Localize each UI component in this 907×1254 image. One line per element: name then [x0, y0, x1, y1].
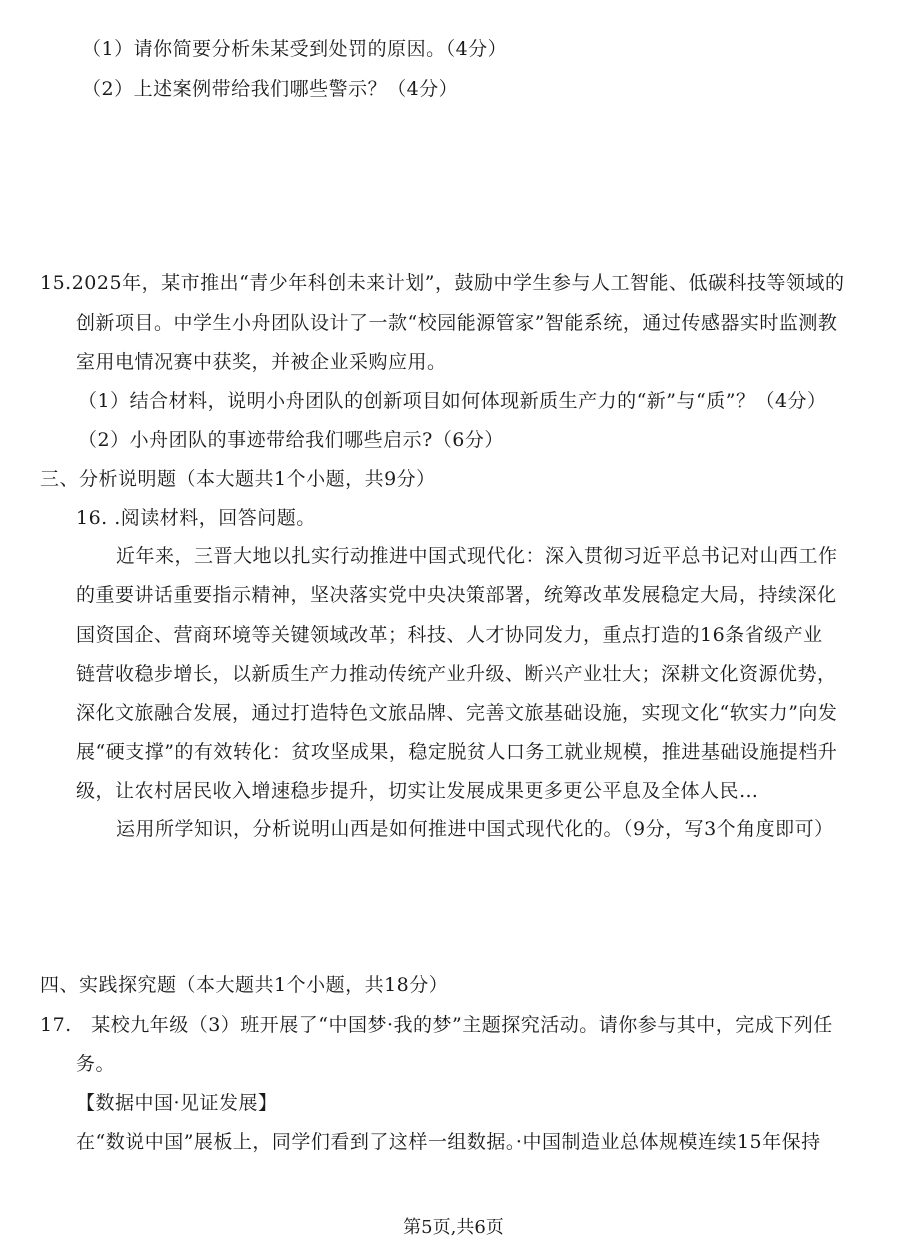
question-16-paragraph-line1: 近年来，三晋大地以扎实行动推进中国式现代化：深入贯彻习近平总书记对山西工作: [116, 545, 838, 567]
question-16-paragraph-line4: 链营收稳步增长，以新质生产力推动传统产业升级、断兴产业壮大；深耕文化资源优势，: [76, 663, 837, 685]
question-15-sub1: （1）结合材料，说明小舟团队的创新项目如何体现新质生产力的“新”与“质”？（4分）: [78, 390, 827, 412]
question-16-paragraph-line3: 国资国企、营商环境等关键领域改革；科技、人才协同发力，重点打造的16条省级产业: [76, 624, 823, 646]
question-16-question: 运用所学知识，分析说明山西是如何推进中国式现代化的。（9分，写3个角度即可）: [116, 818, 834, 840]
question-15-sub2: （2）小舟团队的事迹带给我们哪些启示?（6分）: [78, 429, 504, 451]
section-3-heading: 三、分析说明题（本大题共1个小题，共9分）: [40, 468, 436, 490]
question-17-line1: 17. 某校九年级（3）班开展了“中国梦·我的梦”主题探究活动。请你参与其中，完成下列任: [40, 1014, 833, 1036]
question-15-line3: 室用电情况赛中获奖，并被企业采购应用。: [76, 351, 447, 373]
question-17-line2: 务。: [76, 1053, 116, 1075]
question-16-paragraph-line7: 级，让农村居民收入增速稳步提升，切实让发展成果更多更公平息及全体人民…: [76, 780, 759, 802]
question-16-paragraph-line2: 的重要讲话重要指示精神，坚决落实党中央决策部署，统筹改革发展稳定大局，持续深化: [76, 584, 837, 606]
question-16-intro: 16. .阅读材料，回答问题。: [76, 507, 316, 529]
page-number-footer: 第5页,共6页: [403, 1217, 504, 1238]
question-17-subheading: 【数据中国·见证发展】: [76, 1092, 278, 1114]
question-16-paragraph-line5: 深化文旅融合发展，通过打造特色文旅品牌、完善文旅基础设施，实现文化“软实力”向发: [76, 702, 838, 724]
question-15-line1: 15.2025年，某市推出“青少年科创未来计划”，鼓励中学生参与人工智能、低碳科技等领域的: [40, 272, 845, 294]
question-15-line2: 创新项目。中学生小舟团队设计了一款“校园能源管家”智能系统，通过传感器实时监测教: [76, 312, 838, 334]
question-14-sub1: （1）请你简要分析朱某受到处罚的原因。（4分）: [82, 38, 508, 60]
question-14-sub2: （2）上述案例带给我们哪些警示？（4分）: [82, 78, 459, 100]
question-17-line3: 在“数说中国”展板上，同学们看到了这样一组数据。·中国制造业总体规模连续15年保持: [76, 1131, 821, 1153]
question-16-paragraph-line6: 展“硬支撑”的有效转化：贫攻坚成果，稳定脱贫人口务工就业规模，推进基础设施提档升: [76, 741, 838, 763]
section-4-heading: 四、实践探究题（本大题共1个小题，共18分）: [40, 974, 449, 996]
